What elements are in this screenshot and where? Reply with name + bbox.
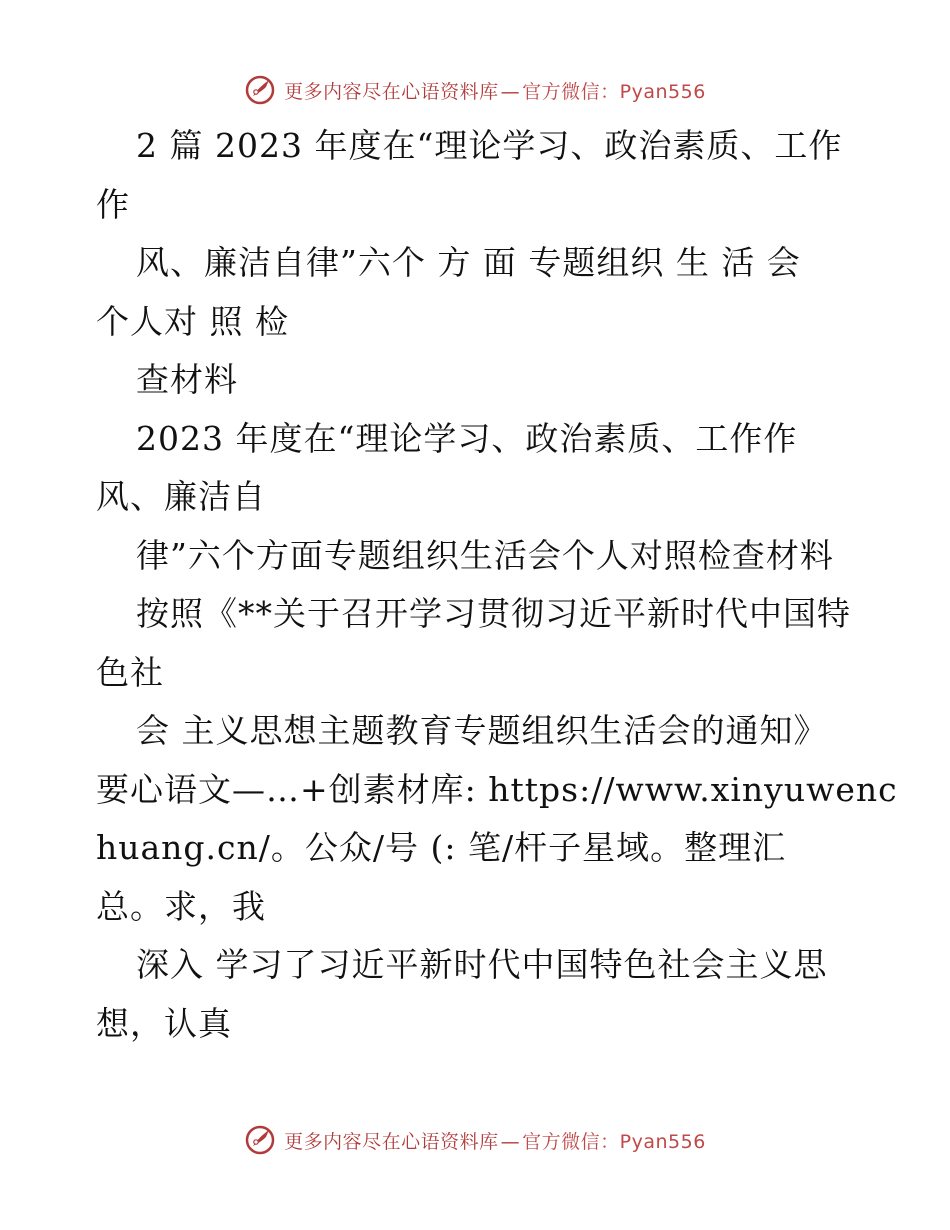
doc-line-5: 查材料 bbox=[136, 360, 238, 399]
doc-line-6: 2023 年度在“理论学习、政治素质、工作作 bbox=[136, 419, 798, 458]
footer-watermark-text bbox=[284, 1127, 706, 1154]
footer-wechat: 官方微信：Pyan556 bbox=[522, 1130, 706, 1153]
doc-line-12: 要心语文—…+创素材库: https://www.xinyuwenc bbox=[96, 770, 898, 809]
doc-line-2: 作 bbox=[96, 185, 130, 224]
footer-watermark-banner bbox=[0, 1120, 950, 1160]
doc-line-14: 总。求，我 bbox=[96, 887, 266, 926]
quill-circle-logo-icon bbox=[244, 1124, 276, 1156]
header-slogan: 更多内容尽在心语资料库 bbox=[284, 80, 499, 103]
doc-line-3: 风、廉洁自律”六个 方 面 专题组织 生 活 会 bbox=[136, 243, 801, 282]
header-wechat: 官方微信：Pyan556 bbox=[522, 80, 706, 103]
doc-line-13: huang.cn/。公众/号 (: 笔/杆子星域。整理汇 bbox=[96, 828, 787, 867]
footer-dash: — bbox=[500, 1130, 521, 1153]
doc-line-8: 律”六个方面专题组织生活会个人对照检查材料 bbox=[136, 536, 834, 575]
header-dash: — bbox=[500, 80, 521, 103]
doc-line-15: 深入 学习了习近平新时代中国特色社会主义思 bbox=[136, 945, 828, 984]
doc-line-4: 个人对 照 检 bbox=[96, 302, 289, 341]
doc-line-10: 色社 bbox=[96, 653, 164, 692]
doc-line-16: 想，认真 bbox=[96, 1004, 232, 1043]
footer-slogan: 更多内容尽在心语资料库 bbox=[284, 1130, 499, 1153]
doc-line-1: 2 篇 2023 年度在“理论学习、政治素质、工作 bbox=[136, 126, 843, 165]
doc-line-11: 会 主义思想主题教育专题组织生活会的通知》 bbox=[136, 711, 828, 750]
doc-line-7: 风、廉洁自 bbox=[96, 477, 266, 516]
doc-line-9: 按照《**关于召开学习贯彻习近平新时代中国特 bbox=[136, 594, 851, 633]
